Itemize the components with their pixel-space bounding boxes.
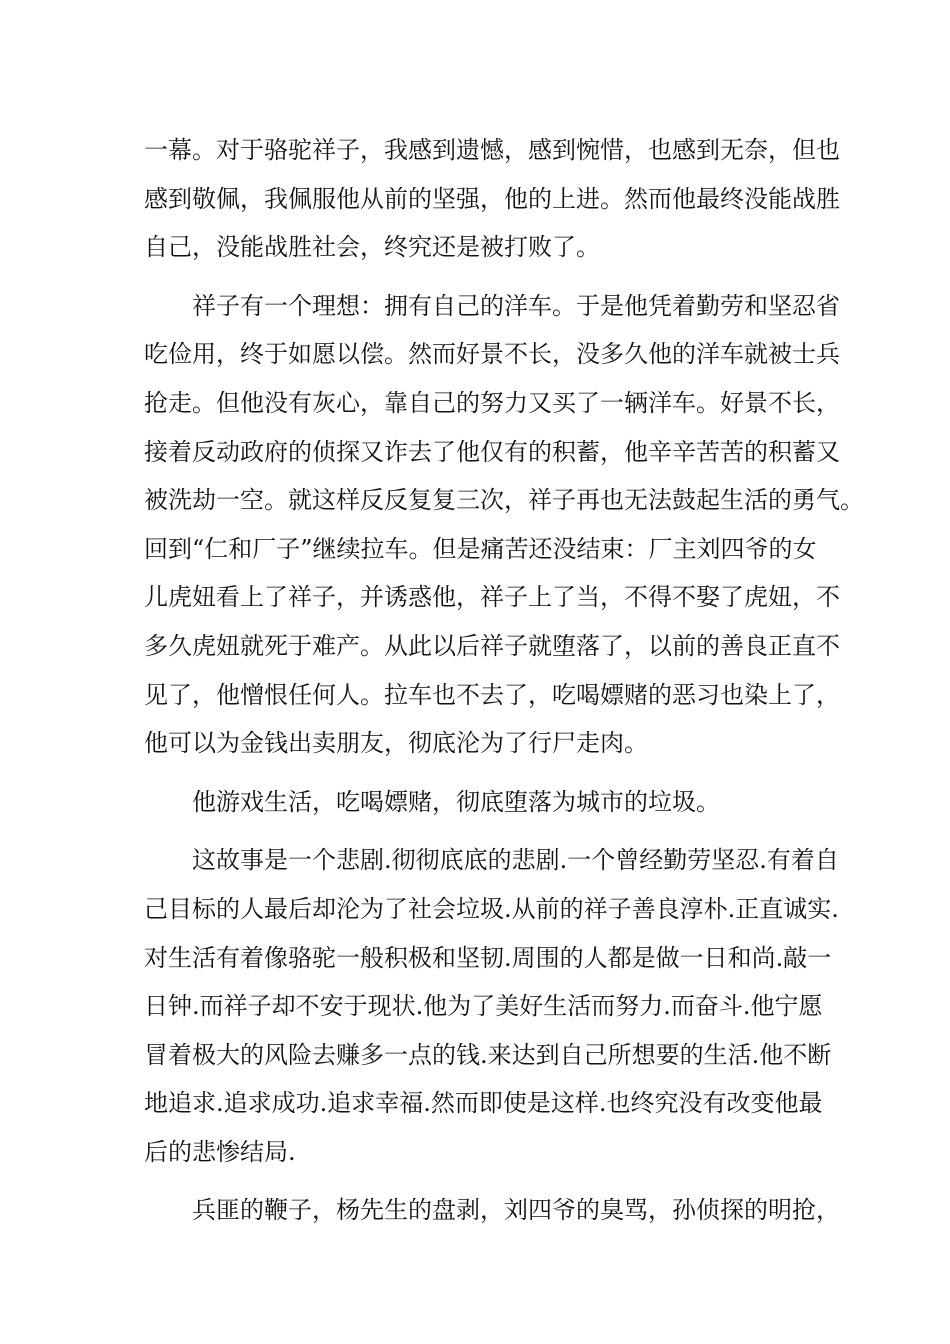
text-line: 冒着极大的风险去赚多一点的钱.来达到自己所想要的生活.他不断: [144, 1040, 832, 1069]
paragraph-gap: [144, 272, 834, 282]
text-line: 抢走。但他没有灰心，靠自己的努力又买了一辆洋车。好景不长，: [144, 388, 840, 417]
paragraph-gap: [144, 826, 834, 836]
document-body: [144, 126, 864, 1235]
text-line: 他游戏生活，吃喝嫖赌，彻底堕落为城市的垃圾。: [192, 787, 720, 816]
paragraph-4: [144, 836, 839, 1176]
paragraph-1: [144, 126, 840, 272]
paragraph-5: [144, 1186, 840, 1235]
text-line: 见了，他憎恨任何人。拉车也不去了，吃喝嫖赌的恶习也染上了，: [144, 680, 840, 709]
text-line: 接着反动政府的侦探又诈去了他仅有的积蓄，他辛辛苦苦的积蓄又: [144, 437, 840, 466]
text-line: 吃俭用，终于如愿以偿。然而好景不长，没多久他的洋车就被士兵: [144, 340, 840, 369]
text-line: 感到敬佩，我佩服他从前的坚强，他的上进。然而他最终没能战胜: [144, 184, 840, 213]
text-line: 他可以为金钱出卖朋友，彻底沦为了行尸走肉。: [144, 729, 648, 758]
text-line: 回到“仁和厂子”继续拉车。但是痛苦还没结束：厂主刘四爷的女: [144, 534, 817, 563]
text-line: 己目标的人最后却沦为了社会垃圾.从前的祥子善良淳朴.正直诚实.: [144, 894, 839, 923]
text-line: 儿虎妞看上了祥子，并诱惑他，祥子上了当，不得不娶了虎妞，不: [144, 583, 840, 612]
text-line: 地追求.追求成功.追求幸福.然而即使是这样.也终究没有改变他最: [144, 1089, 823, 1118]
text-line: 这故事是一个悲剧.彻彻底底的悲剧.一个曾经勤劳坚忍.有着自: [192, 846, 839, 875]
text-line: 祥子有一个理想：拥有自己的洋车。于是他凭着勤劳和坚忍省: [192, 291, 840, 320]
text-line: 自己，没能战胜社会，终究还是被打败了。: [144, 233, 600, 262]
text-line: 对生活有着像骆驼一般积极和坚韧.周围的人都是做一日和尚.敲一: [144, 943, 832, 972]
paragraph-3: [144, 778, 834, 827]
text-line: 兵匪的鞭子，杨先生的盘剥，刘四爷的臭骂，孙侦探的明抢，: [192, 1196, 840, 1225]
text-line: 被洗劫一空。就这样反反复复三次，祥子再也无法鼓起生活的勇气。: [144, 486, 864, 515]
text-line: 后的悲惨结局.: [144, 1137, 296, 1166]
paragraph-2: [144, 282, 864, 768]
text-line: 一幕。对于骆驼祥子，我感到遗憾，感到惋惜，也感到无奈，但也: [144, 136, 840, 164]
paragraph-gap: [144, 1176, 834, 1186]
text-line: 多久虎妞就死于难产。从此以后祥子就堕落了，以前的善良正直不: [144, 631, 840, 660]
paragraph-gap: [144, 768, 834, 778]
text-line: 日钟.而祥子却不安于现状.他为了美好生活而努力.而奋斗.他宁愿: [144, 992, 823, 1021]
